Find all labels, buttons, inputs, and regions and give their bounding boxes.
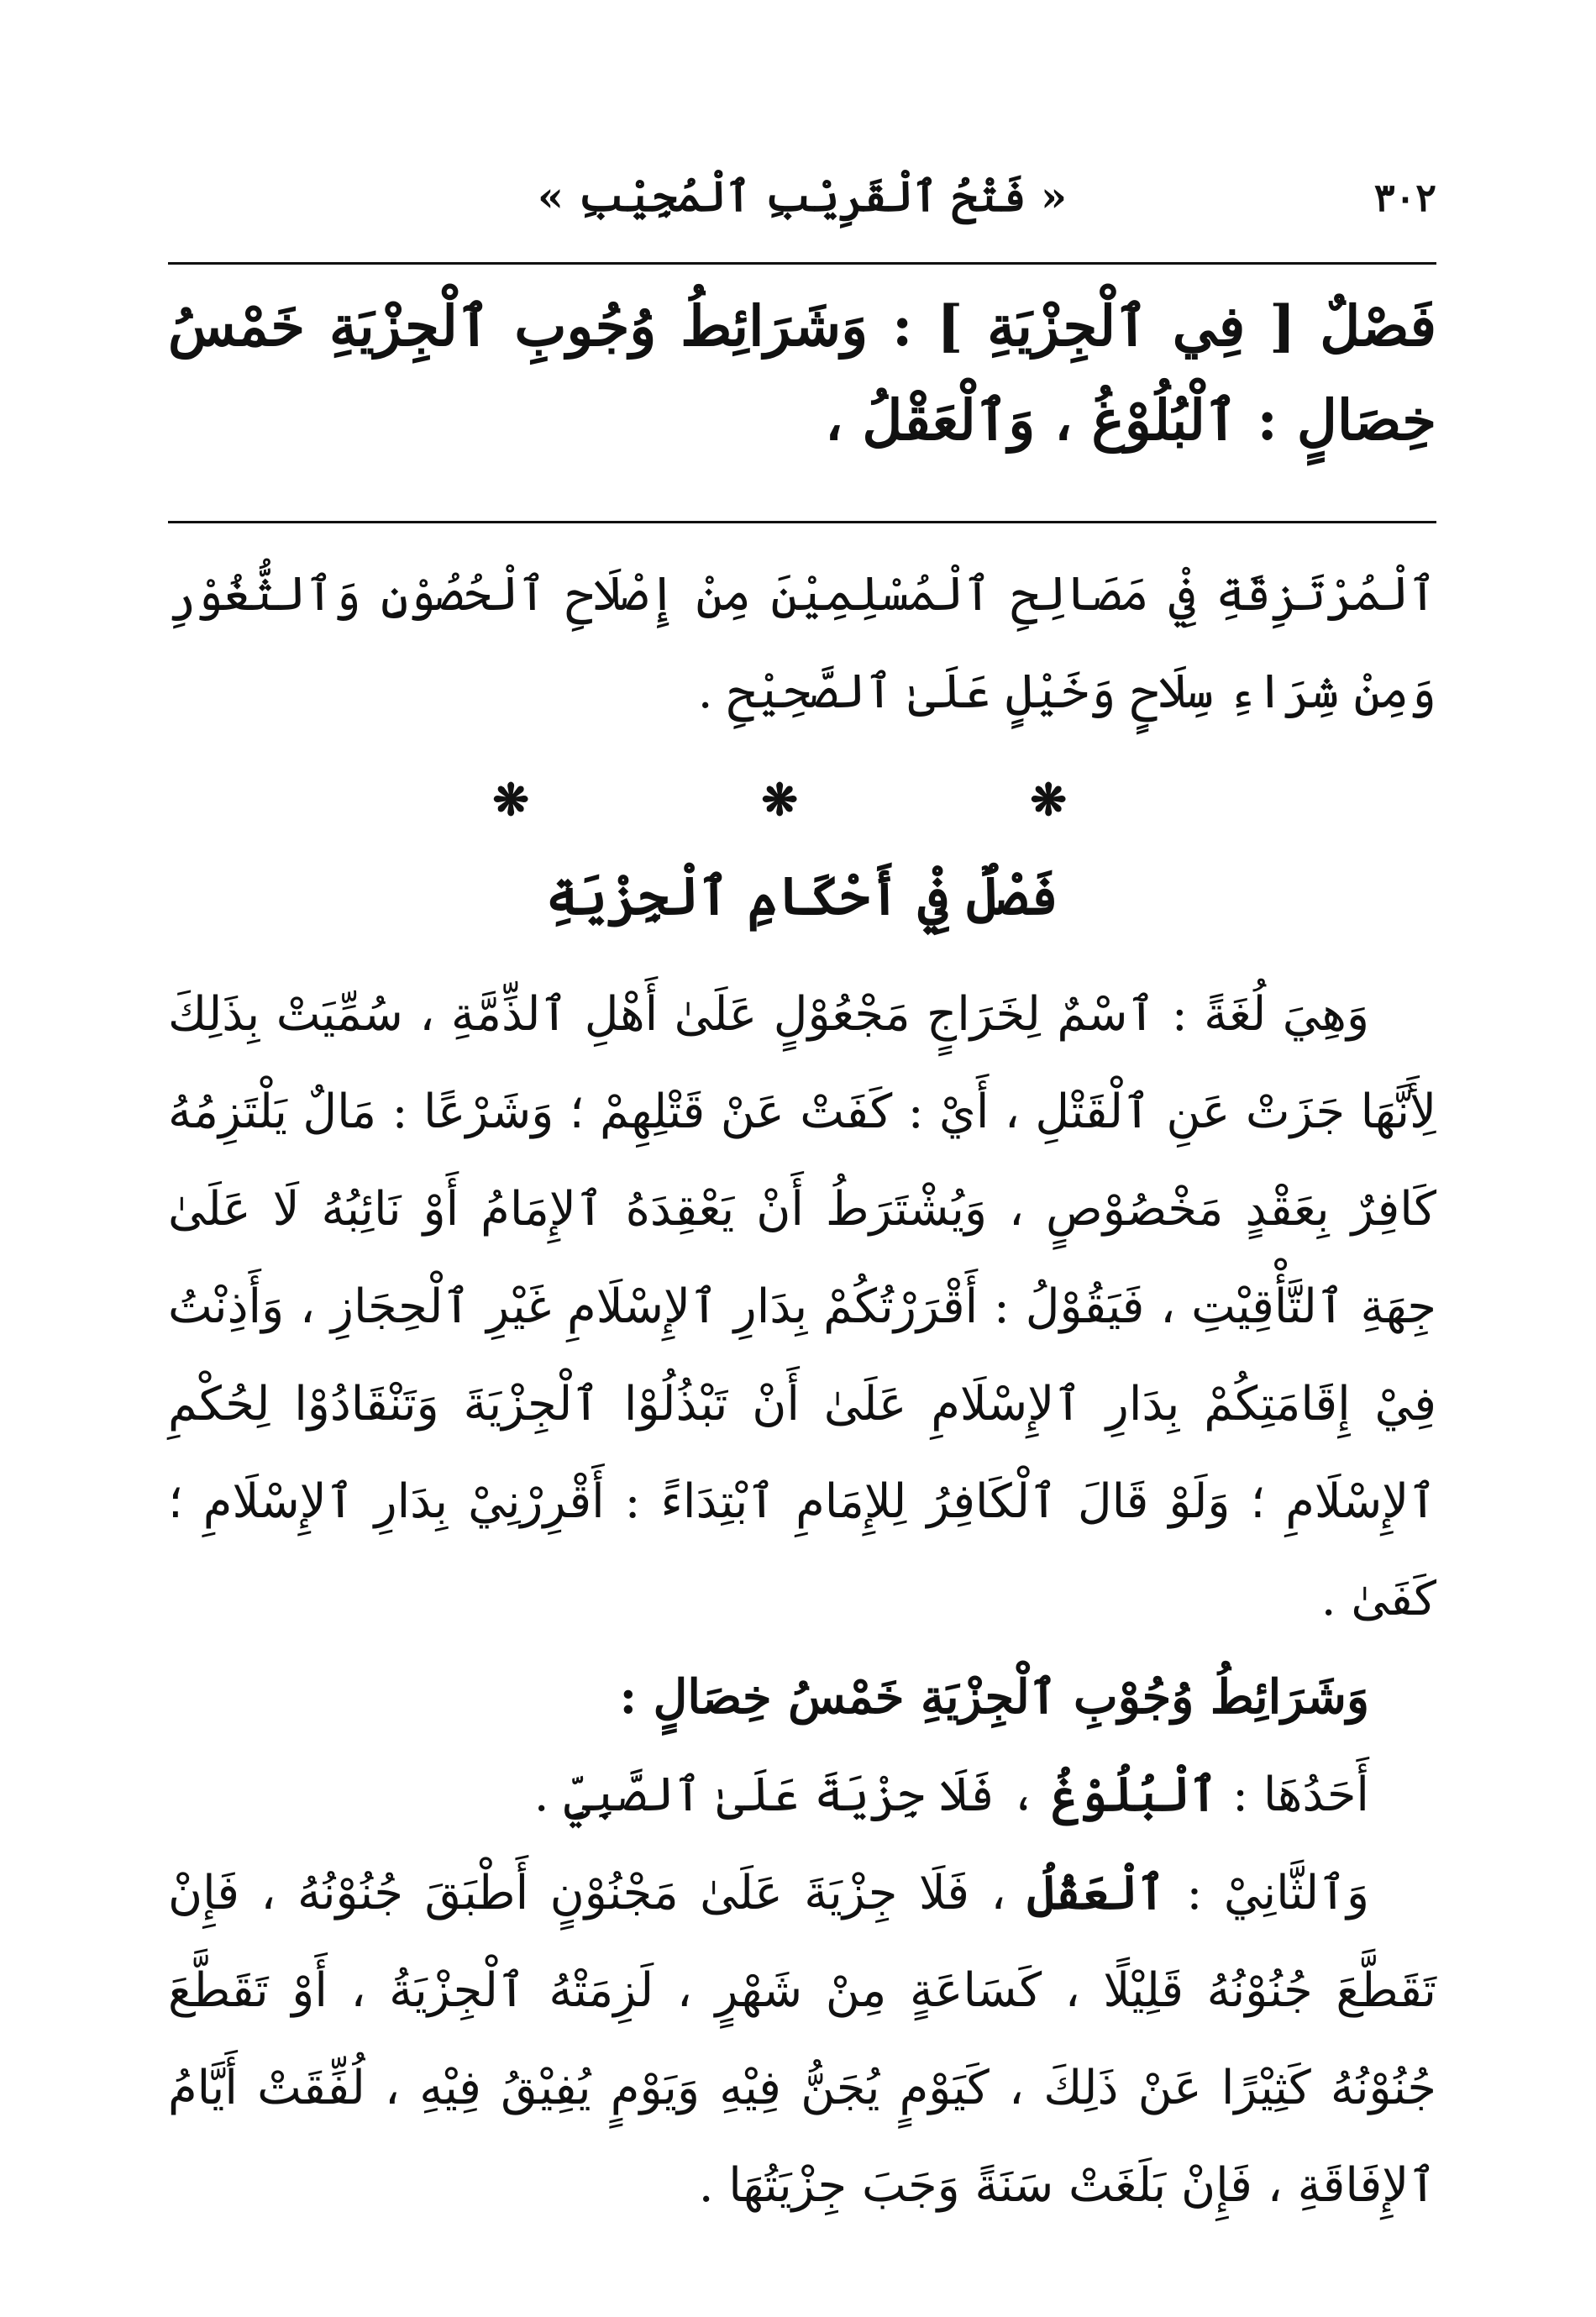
condition-explanation: ، فَلَا جِزْيَةَ عَلَىٰ ٱلصَّبِيِّ . — [533, 1768, 1053, 1822]
separator-star-icon: ❋ — [1030, 775, 1067, 826]
commentary-continuation: ٱلْمُرْتَزِقَةِ فِيْ مَصَالِحِ ٱلْمُسْلِمِيْنَ مِنْ إِصْلَاحِ ٱلْحُصُوْنِ وَٱلثُّغُوْرِ وَمِنْ شِرَاءِ سِلَاحٍ وَخَيْلٍ عَلَىٰ ٱلصَّحِيْحِ . — [168, 567, 1436, 719]
paragraph-second-condition — [168, 1844, 1436, 2235]
section-separator — [168, 775, 1436, 850]
header-rule — [168, 262, 1436, 265]
book-page — [168, 160, 1436, 2243]
running-title: « فَتْحُ ٱلْقَرِيْبِ ٱلْمُجِيْبِ » — [537, 171, 1068, 221]
matn-text: فَصْلٌ [ فِي ٱلْجِزْيَةِ ] : وَشَرَائِطُ وُجُوبِ ٱلْجِزْيَةِ خَمْسُ خِصَالٍ : ٱلْبُلُوْغُ ، وَٱلْعَقْلُ ، — [168, 293, 1436, 453]
paragraph-first-condition — [168, 1746, 1436, 1844]
condition-ordinal: أَحَدُهَا : — [1217, 1768, 1369, 1822]
condition-term: ٱلْبُلُوْغُ — [1052, 1767, 1218, 1822]
section-title: فَصْلٌ فِيْ أَحْكَامِ ٱلْجِزْيَةِ — [546, 865, 1058, 927]
separator-star-icon: ❋ — [492, 775, 529, 826]
condition-explanation: ، فَلَا جِزْيَةَ عَلَىٰ مَجْنُوْنٍ أَطْبَقَ جُنُوْنُهُ ، فَإِنْ تَقَطَّعَ جُنُوْنُهُ قَلِيْلًا ، كَسَاعَةٍ مِنْ شَهْرٍ ، لَزِمَتْهُ ٱلْجِزْيَةُ ، أَوْ تَقَطَّعَ جُنُوْنُهُ كَثِيْرًا عَنْ ذَلِكَ ، كَيَوْمٍ يُجَنُّ فِيْهِ وَيَوْمٍ يُفِيْقُ فِيْهِ ، لُفِّقَتْ أَيَّامُ ٱلإِفَاقَةِ ، فَإِنْ بَلَغَتْ سَنَةً وَجَبَ جِزْيَتُهَا . — [168, 1866, 1436, 2213]
matn-separator-rule — [168, 521, 1436, 523]
commentary-body — [168, 966, 1436, 2235]
paragraph-definition: وَهِيَ لُغَةً : ٱسْمٌ لِخَرَاجٍ مَجْعُوْلٍ عَلَىٰ أَهْلِ ٱلذِّمَّةِ ، سُمِّيَتْ بِذَلِكَ لِأَنَّهَا جَزَتْ عَنِ ٱلْقَتْلِ ، أَيْ : كَفَتْ عَنْ قَتْلِهِمْ ؛ وَشَرْعًا : مَالٌ يَلْتَزِمُهُ كَافِرٌ بِعَقْدٍ مَخْصُوْصٍ ، وَيُشْتَرَطُ أَنْ يَعْقِدَهُ ٱلإِمَامُ أَوْ نَائِبُهُ لَا عَلَىٰ جِهَةِ ٱلتَّأْقِيْتِ ، فَيَقُوْلُ : أَقْرَرْتُكُمْ بِدَارِ ٱلإِسْلَامِ غَيْرِ ٱلْحِجَازِ ، وَأَذِنْتُ فِيْ إِقَامَتِكُمْ بِدَارِ ٱلإِسْلَامِ عَلَىٰ أَنْ تَبْذُلُوْا ٱلْجِزْيَةَ وَتَنْقَادُوْا لِحُكْمِ ٱلإِسْلَامِ ؛ وَلَوْ قَالَ ٱلْكَافِرُ لِلإِمَامِ ٱبْتِدَاءً : أَقْرِرْنِيْ بِدَارِ ٱلإِسْلَامِ ؛ كَفَىٰ . — [168, 987, 1436, 1626]
separator-star-icon: ❋ — [761, 775, 798, 826]
page-number: ٣٠٢ — [1373, 175, 1436, 220]
page-header — [168, 160, 1436, 252]
condition-term: ٱلْعَقْلُ — [1027, 1865, 1166, 1920]
condition-ordinal: وَٱلثَّانِيْ : — [1165, 1866, 1369, 1920]
paragraph-conditions-heading: وَشَرَائِطُ وُجُوْبِ ٱلْجِزْيَةِ خَمْسُ خِصَالٍ : — [619, 1669, 1369, 1725]
